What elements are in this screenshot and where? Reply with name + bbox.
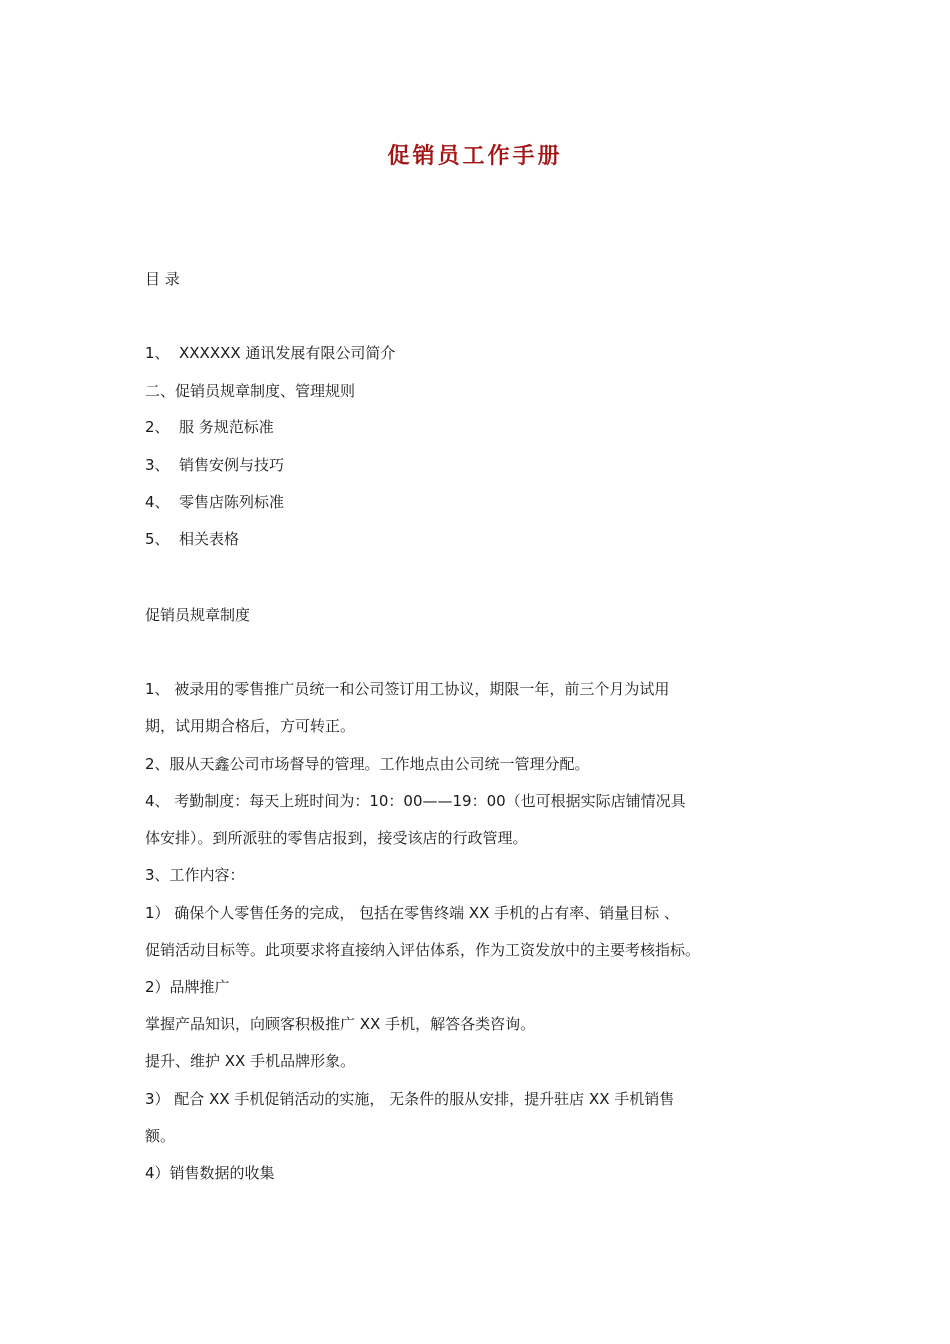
body-line: 3、工作内容：	[145, 866, 245, 884]
body-line: 期，试用期合格后，方可转正。	[145, 717, 356, 735]
toc-item	[145, 455, 284, 475]
toc-heading: 目 录	[145, 270, 180, 288]
toc-item-number: 5、	[145, 530, 170, 548]
body-line: 提升、维护 XX 手机品牌形象。	[145, 1052, 356, 1070]
toc-item	[145, 343, 395, 363]
body-line: 体安排）。到所派驻的零售店报到，接受该店的行政管理。	[145, 829, 528, 847]
document-title: 促销员工作手册	[387, 143, 563, 169]
toc-item-text: XXXXXX 通讯发展有限公司简介	[179, 344, 396, 362]
body-line: 1） 确保个人零售任务的完成， 包括在零售终端 XX 手机的占有率、销量目标 、	[145, 904, 679, 922]
toc-item-text: 销售安例与技巧	[179, 456, 285, 474]
body-line: 促销活动目标等。此项要求将直接纳入评估体系，作为工资发放中的主要考核指标。	[145, 941, 701, 959]
toc-item-number: 1、	[145, 344, 170, 362]
toc-item	[145, 381, 355, 401]
body-line: 1、 被录用的零售推广员统一和公司签订用工协议，期限一年，前三个月为试用	[145, 680, 670, 698]
body-line: 4）销售数据的收集	[145, 1164, 275, 1182]
section-heading: 促销员规章制度	[145, 606, 251, 624]
toc-item	[145, 417, 274, 437]
toc-item	[145, 529, 239, 549]
toc-item-number: 3、	[145, 456, 170, 474]
body-line: 3） 配合 XX 手机促销活动的实施， 无条件的服从安排，提升驻店 XX 手机销售	[145, 1090, 675, 1108]
toc-item-text: 二、促销员规章制度、管理规则	[145, 382, 356, 400]
toc-item-text: 服 务规范标准	[179, 418, 274, 436]
body-line: 掌握产品知识，向顾客积极推广 XX 手机，解答各类咨询。	[145, 1015, 536, 1033]
toc-item-number: 2、	[145, 418, 170, 436]
toc-item-text: 相关表格	[179, 530, 240, 548]
body-line: 2、服从天鑫公司市场督导的管理。工作地点由公司统一管理分配。	[145, 755, 590, 773]
toc-item-number: 4、	[145, 493, 170, 511]
body-line: 2）品牌推广	[145, 978, 230, 996]
body-line: 4、 考勤制度：每天上班时间为：10：00——19：00（也可根据实际店铺情况具	[145, 792, 686, 810]
toc-item	[145, 492, 284, 512]
body-line: 额。	[145, 1127, 176, 1145]
toc-item-text: 零售店陈列标准	[179, 493, 285, 511]
